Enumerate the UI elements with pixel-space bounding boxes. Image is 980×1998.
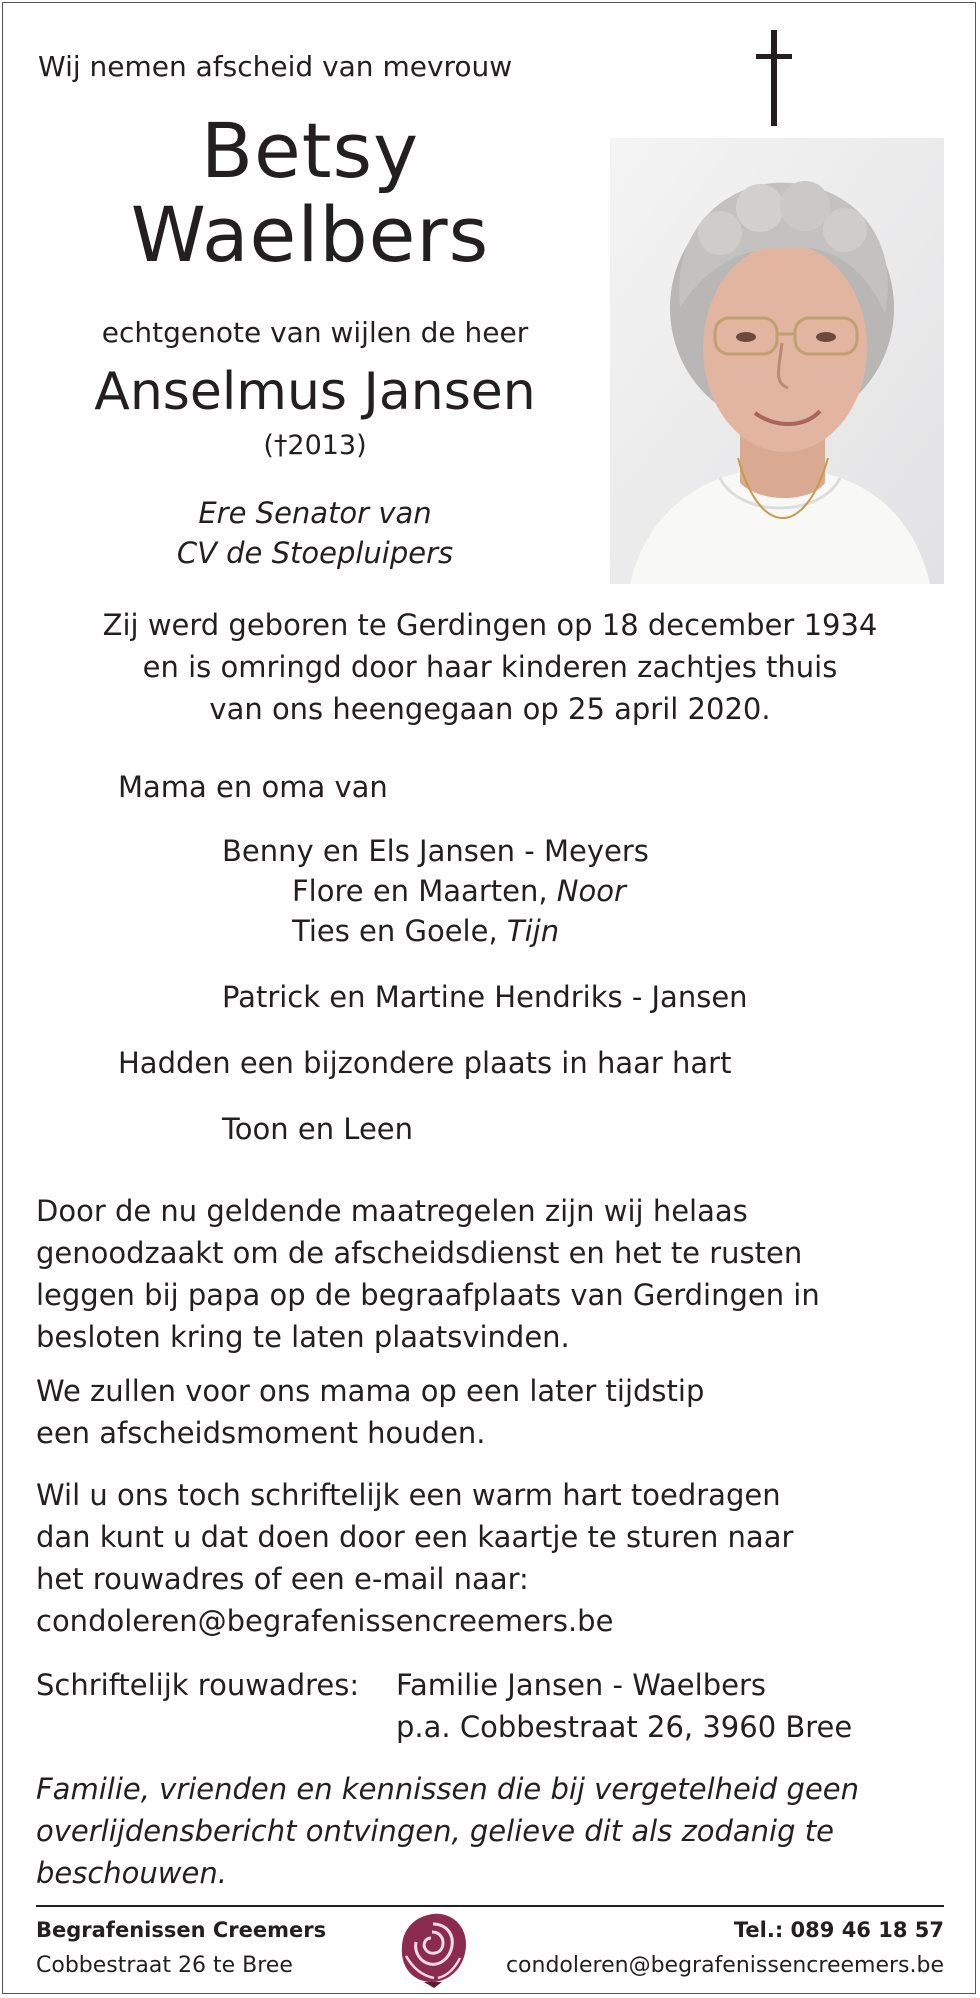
address-line-1: Familie Jansen - Waelbers xyxy=(396,1668,766,1702)
notice-p2-line: een afscheidsmoment houden. xyxy=(36,1416,486,1450)
special-names: Toon en Leen xyxy=(222,1112,414,1146)
grandchildren-1 xyxy=(292,874,626,908)
grandchildren-2 xyxy=(292,914,559,948)
closing-line: overlijdensbericht ontvingen, gelieve dit als zodanig te xyxy=(36,1814,834,1848)
special-heading: Hadden een bijzondere plaats in haar hart xyxy=(118,1046,732,1080)
honorary-title-line2: CV de Stoepluipers xyxy=(176,536,454,570)
notice-p3-line: Wil u ons toch schriftelijk een warm hart toedragen xyxy=(36,1478,781,1512)
notice-p2-line: We zullen voor ons mama op een later tijdstip xyxy=(36,1374,705,1408)
notice-p1-line: genoodzaakt om de afscheidsdienst en het te rusten xyxy=(36,1236,803,1270)
deceased-first-name: Betsy xyxy=(200,106,420,195)
birth-line-1: Zij werd geboren te Gerdingen op 18 december 1934 xyxy=(102,608,878,642)
notice-email: condoleren@begrafenissencreemers.be xyxy=(36,1604,614,1638)
closing-line: Familie, vrienden en kennissen die bij vergetelheid geen xyxy=(36,1772,860,1806)
notice-p1-line: leggen bij papa op de begraafplaats van Gerdingen in xyxy=(36,1278,820,1312)
address-line-2: p.a. Cobbestraat 26, 3960 Bree xyxy=(396,1710,853,1744)
grandchild-2-names: Ties en Goele, xyxy=(292,914,507,948)
spouse-death-year: (†2013) xyxy=(263,430,367,461)
notice-paragraph-1 xyxy=(36,1190,820,1358)
grandchild-1-names: Flore en Maarten, xyxy=(292,874,557,908)
closing-line: beschouwen. xyxy=(36,1856,227,1890)
birth-line-3: van ons heengegaan op 25 april 2020. xyxy=(209,692,771,726)
closing-paragraph xyxy=(36,1768,859,1894)
cross-icon xyxy=(752,30,796,126)
child-1: Benny en Els Jansen - Meyers xyxy=(222,834,649,868)
company-name: Begrafenissen Creemers xyxy=(36,1918,327,1942)
deceased-last-name: Waelbers xyxy=(130,190,490,279)
rose-logo xyxy=(394,1908,472,1988)
company-address: Cobbestraat 26 te Bree xyxy=(36,1953,293,1978)
birth-line-2: en is omringd door haar kinderen zachtjes thuis xyxy=(142,650,838,684)
address-label: Schriftelijk rouwadres: xyxy=(36,1668,360,1702)
notice-p3-line: het rouwadres of een e-mail naar: xyxy=(36,1562,529,1596)
family-heading: Mama en oma van xyxy=(118,770,388,804)
spouse-intro: echtgenote van wijlen de heer xyxy=(101,316,529,349)
intro-text: Wij nemen afscheid van mevrouw xyxy=(38,50,513,83)
child-2: Patrick en Martine Hendriks - Jansen xyxy=(222,980,748,1014)
company-email: condoleren@begrafenissencreemers.be xyxy=(505,1953,944,1978)
notice-p1-line: besloten kring te laten plaatsvinden. xyxy=(36,1320,570,1354)
notice-paragraph-3 xyxy=(36,1474,793,1642)
honorary-title-line1: Ere Senator van xyxy=(198,496,432,530)
portrait-photo xyxy=(610,138,944,584)
company-phone: Tel.: 089 46 18 57 xyxy=(733,1918,944,1942)
notice-paragraph-2 xyxy=(36,1370,704,1454)
great-grandchild-2: Tijn xyxy=(506,914,560,948)
notice-p3-line: dan kunt u dat doen door een kaartje te sturen naar xyxy=(36,1520,794,1554)
notice-p1-line: Door de nu geldende maatregelen zijn wij helaas xyxy=(36,1194,748,1228)
great-grandchild-1: Noor xyxy=(556,874,626,908)
footer-divider xyxy=(36,1905,944,1907)
spouse-name: Anselmus Jansen xyxy=(94,362,536,422)
